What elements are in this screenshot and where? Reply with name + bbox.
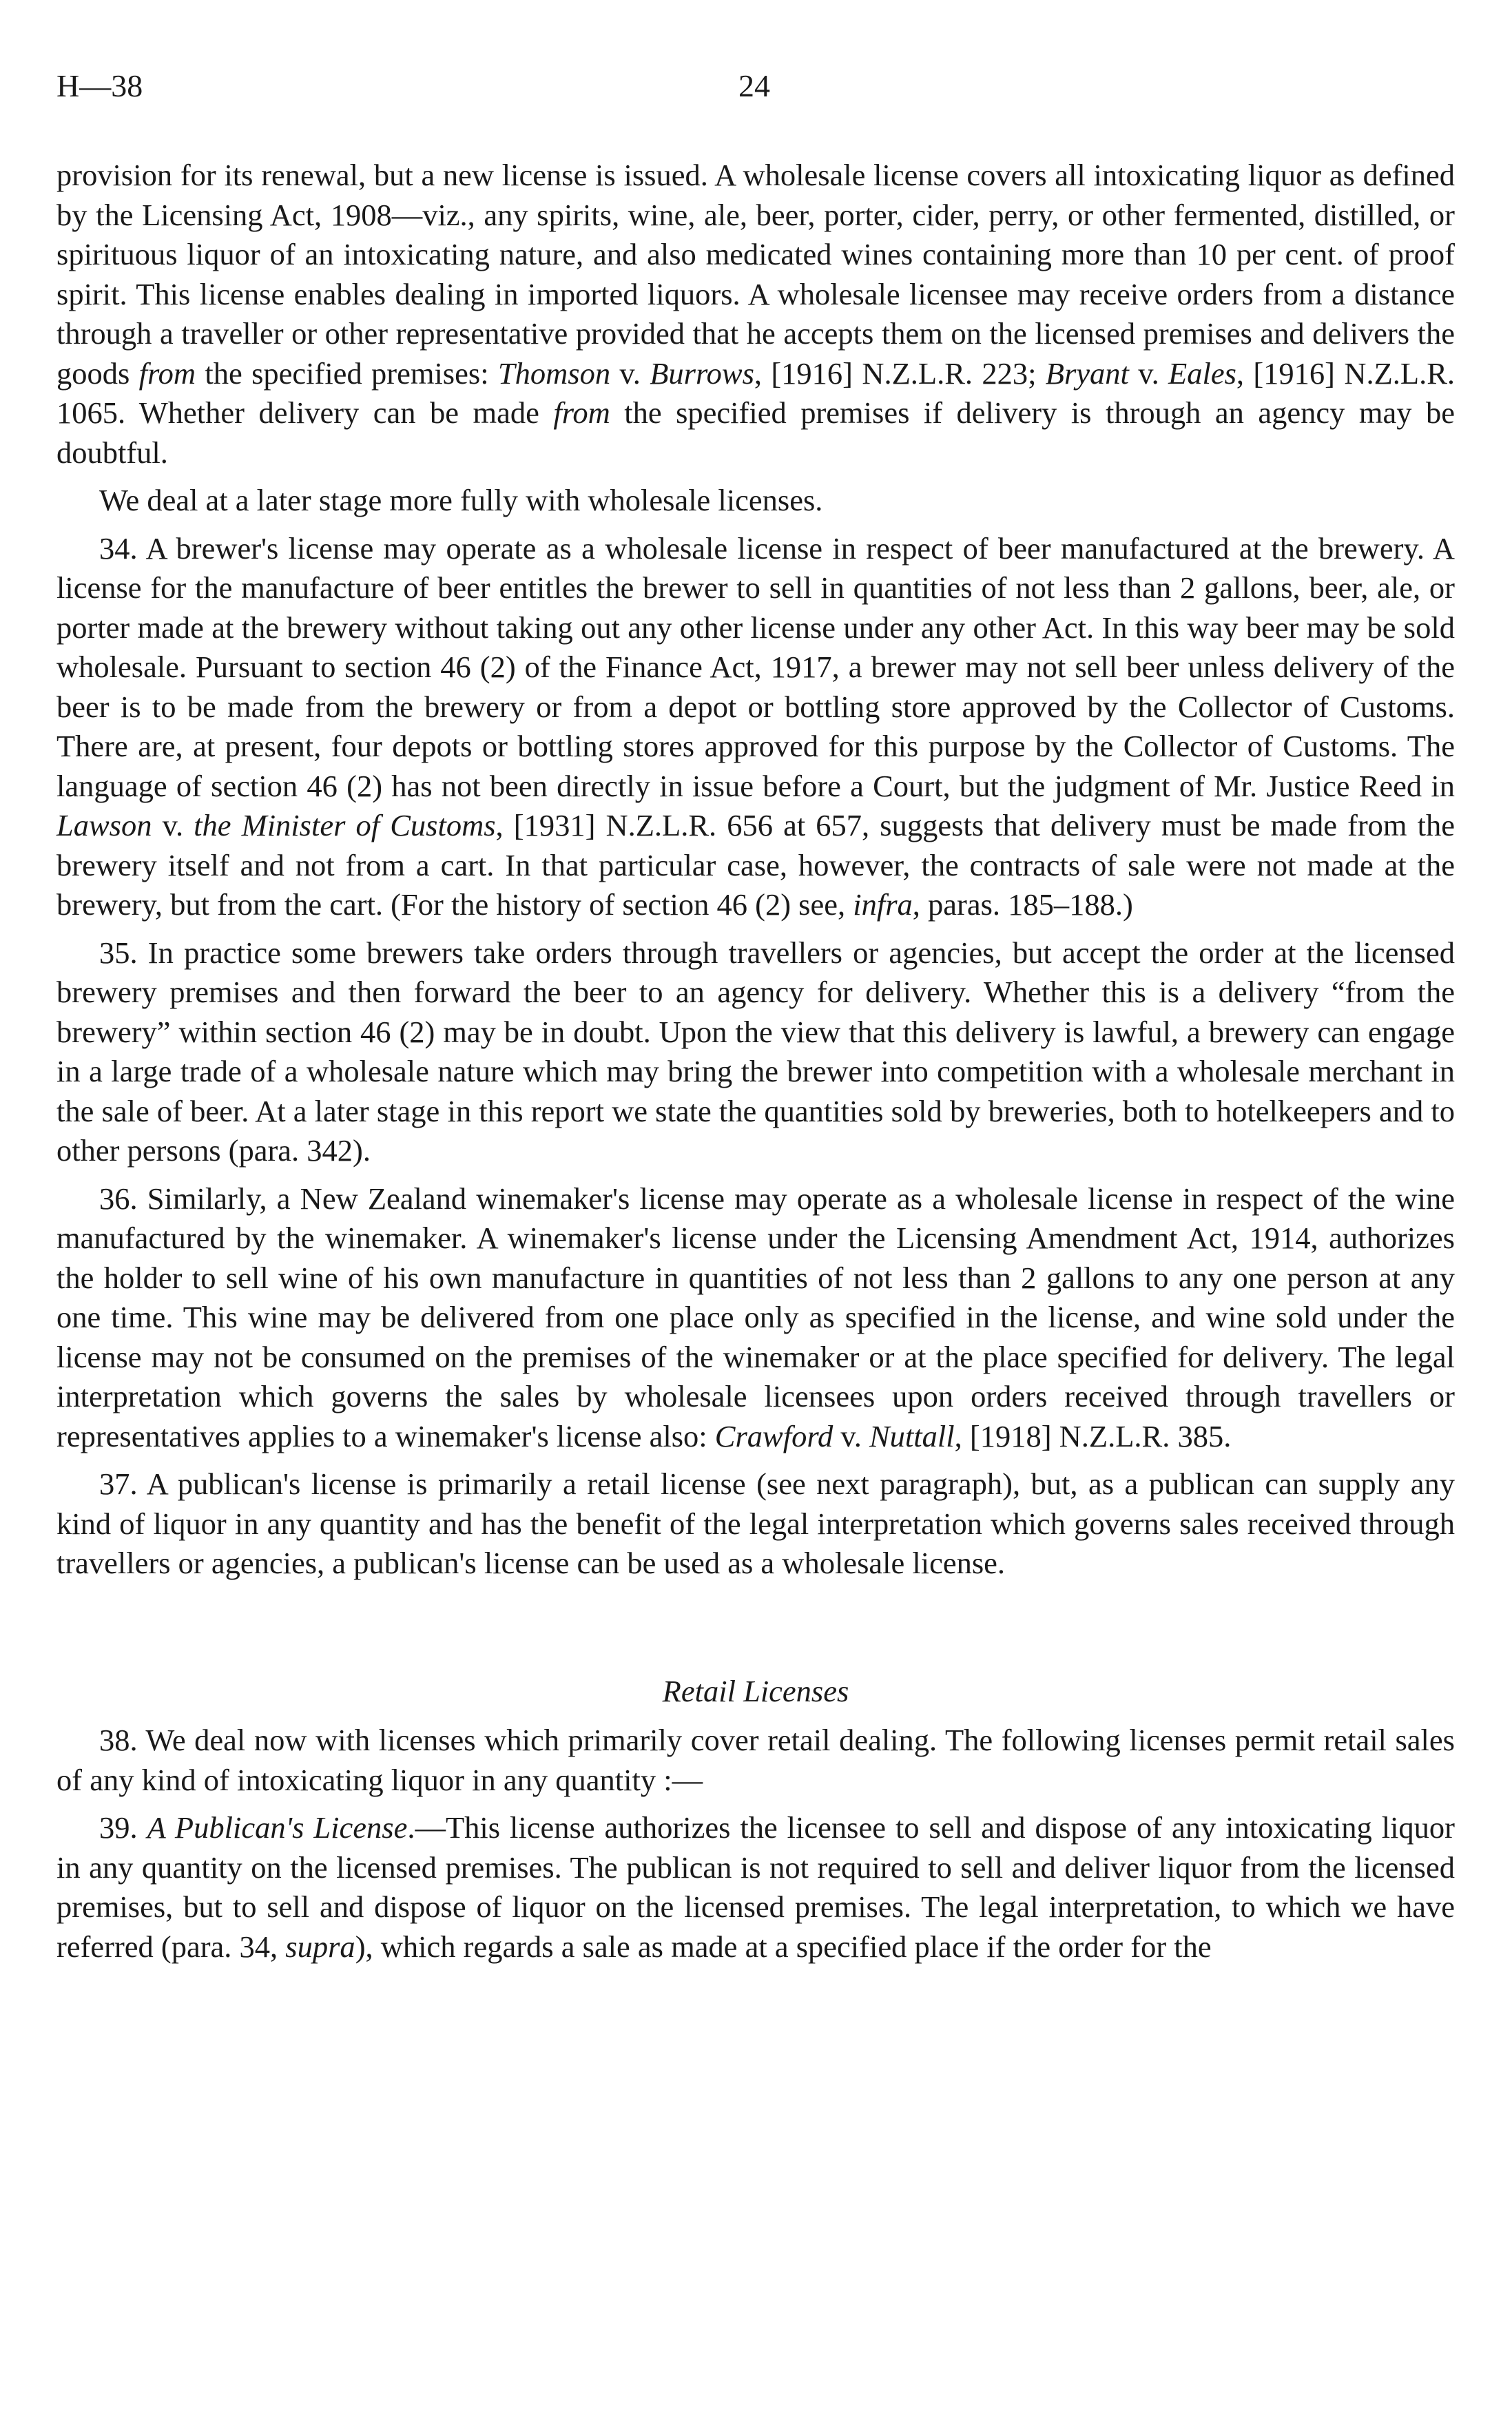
- emphasis-from: from: [138, 355, 196, 391]
- paragraph-title: A Publican's License: [147, 1810, 408, 1845]
- case-name: the Minister of Customs: [194, 808, 496, 842]
- page-header: [56, 68, 1455, 109]
- case-name: Burrows: [650, 355, 754, 391]
- paragraph-35: 35. In practice some brewers take orders through travellers or agencies, but accept the order at the licensed brewery premises and then forward the beer to an agency for delivery. Whether this is a delivery “from the brewery” within section 46 (2) may be in doubt. Upon the view that this delivery is lawful, a brewery can engage in a large trade of a wholesale nature which may bring the brewer into competition with a wholesale merchant in the sale of beer. At a later stage in this report we state the quantities sold by breweries, both to hotelkeepers and to other persons (para. 342).: [56, 935, 1455, 1168]
- document-body: [56, 156, 1455, 1975]
- case-name: Eales: [1168, 355, 1236, 391]
- paragraph-later-stage: We deal at a later stage more fully with wholesale licenses.: [99, 483, 823, 517]
- section-heading-retail-licenses: Retail Licenses: [662, 1673, 849, 1708]
- emphasis-infra: infra: [853, 887, 913, 922]
- paragraph-39: 39. A Publican's License.—This license authorizes the licensee to sell and dispose of any intoxicating liquor in any quantity on the licensed premises. The publican is not required to sell and deliver liquor from the licensed premises, but to sell and dispose of liquor on the licensed premises. The legal interpretation, to which we have referred (para. 34, supra), which regards a sale as made at a specified place if the order for the: [56, 1810, 1456, 1964]
- case-name: Bryant: [1045, 355, 1129, 391]
- paragraph-34: 34. A brewer's license may operate as a wholesale license in respect of beer manufactured at the brewery. A license for the manufacture of beer entitles the brewer to sell in quantities of not less than 2 gallons, beer, ale, or porter made at the brewery without taking out any other license under any other Act. In this way beer may be sold wholesale. Pursuant to section 46 (2) of the Finance Act, 1917, a brewer may not sell beer unless delivery of the beer is to be made from the brewery or from a depot or bottling store approved by the Collector of Customs. There are, at present, four depots or bottling stores approved for this purpose by the Collector of Customs. The language of section 46 (2) has not been directly in issue before a Court, but the judgment of Mr. Justice Reed in Lawson v. the Minister of Customs, [1931] N.Z.L.R. 656 at 657, suggests that delivery must be made from the brewery itself and not from a cart. In that particular case, however, the contracts of sale were not made at the brewery, but from the cart. (For the history of section 46 (2) see, infra, paras. 185–188.): [56, 530, 1455, 922]
- case-name: Nuttall: [869, 1418, 955, 1453]
- paragraph-36: 36. Similarly, a New Zealand winemaker's license may operate as a wholesale license in respect of the wine manufactured by the winemaker. A winemaker's license under the Licensing Amendment Act, 1914, authorizes the holder to sell wine of his own manufacture in quantities of not less than 2 gallons to any one person at any one time. This wine may be delivered from one place only as specified in the license, and wine sold under the license may not be consumed on the premises of the winemaker or at the place specified for delivery. The legal interpretation which governs the sales by wholesale licensees upon orders received through travellers or representatives applies to a winemaker's license also: Crawford v. Nuttall, [1918] N.Z.L.R. 385.: [56, 1181, 1455, 1453]
- emphasis-supra: supra: [285, 1929, 355, 1964]
- paragraph-37: 37. A publican's license is primarily a retail license (see next paragraph), but, as a publican can supply any kind of liquor in any quantity and has the benefit of the legal interpretation which governs sales received through travellers or agencies, a publican's license can be used as a wholesale license.: [56, 1467, 1455, 1580]
- case-name: Lawson: [56, 808, 152, 842]
- paragraph-38: 38. We deal now with licenses which primarily cover retail dealing. The following licenses permit retail sales of any kind of intoxicating liquor in any quantity :—: [56, 1723, 1455, 1797]
- case-name: Thomson: [497, 355, 611, 391]
- emphasis-from: from: [553, 395, 610, 430]
- page-number: 24: [738, 68, 770, 103]
- page-reference: H—38: [56, 68, 143, 103]
- case-name: Crawford: [714, 1418, 833, 1453]
- paragraph-intro: provision for its renewal, but a new license is issued. A wholesale license covers all intoxicating liquor as defined by the Licensing Act, 1908—viz., any spirits, wine, ale, beer, porter, cider, perry, or other fermented, distilled, or spirituous liquor of an intoxicating nature, and also medicated wines containing more than 10 per cent. of proof spirit. This license enables dealing in imported liquors. A wholesale licensee may receive orders from a distance through a traveller or other representative provided that he accepts them on the licensed premises and delivers the goods from the specified premises: Thomson v. Burrows, [1916] N.Z.L.R. 223; Bryant v. Eales, [1916] N.Z.L.R. 1065. Whether delivery can be made from the specified premises if delivery is through an agency may be doubtful.: [56, 158, 1455, 470]
